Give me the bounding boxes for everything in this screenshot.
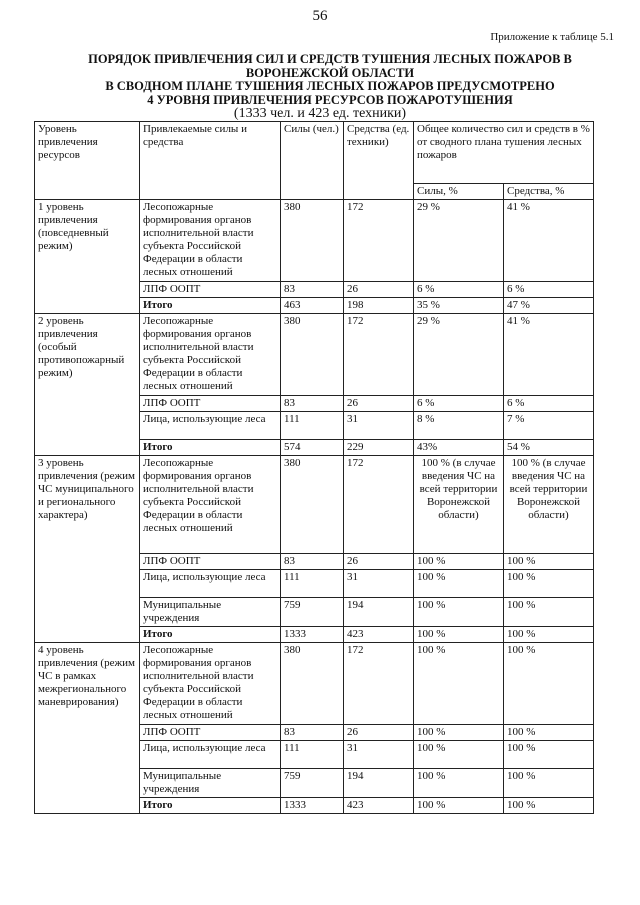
appendix-note: Приложение к таблице 5.1 (490, 31, 614, 43)
row-equipment: 172 (344, 456, 414, 554)
row-total-label: Итого (140, 298, 281, 314)
level-label: 1 уровень привлечения (повседневный режим) (35, 200, 140, 314)
title-line: 4 УРОВНЯ ПРИВЛЕЧЕНИЯ РЕСУРСОВ ПОЖАРОТУШЕНИЯ (147, 92, 513, 107)
row-people: 83 (281, 554, 344, 570)
row-equipment-pct: 100 % (504, 741, 594, 769)
row-people: 463 (281, 298, 344, 314)
header-people-pct: Силы, % (414, 184, 504, 200)
row-name: Лесопожарные формирования органов исполнительной власти субъекта Российской Федерации в области лесных отношений (140, 643, 281, 725)
header-people: Силы (чел.) (281, 122, 344, 200)
row-equipment: 423 (344, 798, 414, 814)
row-equipment-pct: 6 % (504, 282, 594, 298)
row-people: 759 (281, 598, 344, 627)
row-people-pct: 100 % (414, 798, 504, 814)
row-equipment-pct: 6 % (504, 396, 594, 412)
row-name: ЛПФ ООПТ (140, 396, 281, 412)
row-name: ЛПФ ООПТ (140, 725, 281, 741)
title-line: В СВОДНОМ ПЛАНЕ ТУШЕНИЯ ЛЕСНЫХ ПОЖАРОВ ПРЕДУСМОТРЕНО (105, 79, 555, 93)
row-equipment-pct: 100 % (504, 598, 594, 627)
row-people-pct: 100 % (414, 554, 504, 570)
row-people-pct: 6 % (414, 282, 504, 298)
row-people: 380 (281, 643, 344, 725)
title-line: ВОРОНЕЖСКОЙ ОБЛАСТИ (245, 65, 415, 80)
row-people-pct: 6 % (414, 396, 504, 412)
header-forces: Привлекаемые силы и средства (140, 122, 281, 200)
row-equipment: 172 (344, 200, 414, 282)
row-people: 1333 (281, 798, 344, 814)
row-people-pct: 100 % (414, 725, 504, 741)
row-equipment-pct: 7 % (504, 412, 594, 440)
row-people-pct: 100 % (414, 570, 504, 598)
row-name: Лесопожарные формирования органов исполнительной власти субъекта Российской Федерации в области лесных отношений (140, 314, 281, 396)
row-people-pct: 29 % (414, 200, 504, 282)
row-equipment: 198 (344, 298, 414, 314)
row-people-pct: 100 % (414, 741, 504, 769)
row-equipment: 26 (344, 725, 414, 741)
row-equipment-pct: 54 % (504, 440, 594, 456)
row-equipment: 26 (344, 282, 414, 298)
row-people-pct: 43% (414, 440, 504, 456)
row-people-pct: 35 % (414, 298, 504, 314)
row-people: 111 (281, 570, 344, 598)
row-equipment-pct: 100 % (504, 554, 594, 570)
level-label: 4 уровень привлечения (режим ЧС в рамках межрегионального маневрирования) (35, 643, 140, 814)
row-name: ЛПФ ООПТ (140, 282, 281, 298)
resources-table (34, 121, 594, 814)
row-people: 83 (281, 396, 344, 412)
row-equipment-pct: 100 % (504, 769, 594, 798)
row-people-pct: 100 % (414, 769, 504, 798)
row-equipment-pct: 100 % (504, 643, 594, 725)
level-label: 2 уровень привлечения (особый противопожарный режим) (35, 314, 140, 456)
row-equipment: 31 (344, 741, 414, 769)
row-name: Лица, использующие леса (140, 741, 281, 769)
row-total-label: Итого (140, 627, 281, 643)
row-people-pct: 100 % (414, 643, 504, 725)
row-name: Лесопожарные формирования органов исполнительной власти субъекта Российской Федерации в области лесных отношений (140, 200, 281, 282)
title-line: ПОРЯДОК ПРИВЛЕЧЕНИЯ СИЛ И СРЕДСТВ ТУШЕНИЯ ЛЕСНЫХ ПОЖАРОВ В (88, 52, 572, 66)
row-people: 83 (281, 725, 344, 741)
row-equipment-pct: 41 % (504, 200, 594, 282)
header-equipment: Средства (ед. техники) (344, 122, 414, 200)
row-equipment: 194 (344, 769, 414, 798)
row-name: Лица, использующие леса (140, 412, 281, 440)
row-equipment: 26 (344, 396, 414, 412)
row-total-label: Итого (140, 440, 281, 456)
row-equipment: 172 (344, 314, 414, 396)
header-level: Уровень привлечения ресурсов (35, 122, 140, 200)
row-people-pct: 29 % (414, 314, 504, 396)
row-equipment-pct: 100 % (в случае введения ЧС на всей территории Воронежской области) (504, 456, 594, 554)
row-equipment-pct: 41 % (504, 314, 594, 396)
row-equipment: 172 (344, 643, 414, 725)
row-equipment-pct: 100 % (504, 798, 594, 814)
row-people: 574 (281, 440, 344, 456)
row-people: 83 (281, 282, 344, 298)
header-equipment-pct: Средства, % (504, 184, 594, 200)
row-name: ЛПФ ООПТ (140, 554, 281, 570)
row-people-pct: 8 % (414, 412, 504, 440)
row-people: 380 (281, 456, 344, 554)
row-equipment-pct: 100 % (504, 725, 594, 741)
row-equipment: 31 (344, 570, 414, 598)
row-people: 111 (281, 412, 344, 440)
row-people: 111 (281, 741, 344, 769)
row-people: 759 (281, 769, 344, 798)
row-equipment: 423 (344, 627, 414, 643)
row-equipment-pct: 100 % (504, 570, 594, 598)
row-equipment-pct: 100 % (504, 627, 594, 643)
document-subtitle: (1333 чел. и 423 ед. техники) (233, 106, 407, 121)
row-total-label: Итого (140, 798, 281, 814)
page-number: 56 (312, 8, 328, 24)
row-name: Лица, использующие леса (140, 570, 281, 598)
row-name: Муниципальные учреждения (140, 598, 281, 627)
row-people-pct: 100 % (414, 627, 504, 643)
row-equipment: 194 (344, 598, 414, 627)
row-equipment: 31 (344, 412, 414, 440)
row-equipment: 229 (344, 440, 414, 456)
row-people: 1333 (281, 627, 344, 643)
row-name: Лесопожарные формирования органов исполнительной власти субъекта Российской Федерации в области лесных отношений (140, 456, 281, 554)
row-equipment-pct: 47 % (504, 298, 594, 314)
row-equipment: 26 (344, 554, 414, 570)
level-label: 3 уровень привлечения (режим ЧС муниципального и регионального характера) (35, 456, 140, 643)
row-people: 380 (281, 200, 344, 282)
header-total-share: Общее количество сил и средств в % от сводного плана тушения лесных пожаров (414, 122, 594, 184)
row-people: 380 (281, 314, 344, 396)
document-title (60, 53, 600, 107)
row-people-pct: 100 % (414, 598, 504, 627)
row-name: Муниципальные учреждения (140, 769, 281, 798)
row-people-pct: 100 % (в случае введения ЧС на всей территории Воронежской области) (414, 456, 504, 554)
